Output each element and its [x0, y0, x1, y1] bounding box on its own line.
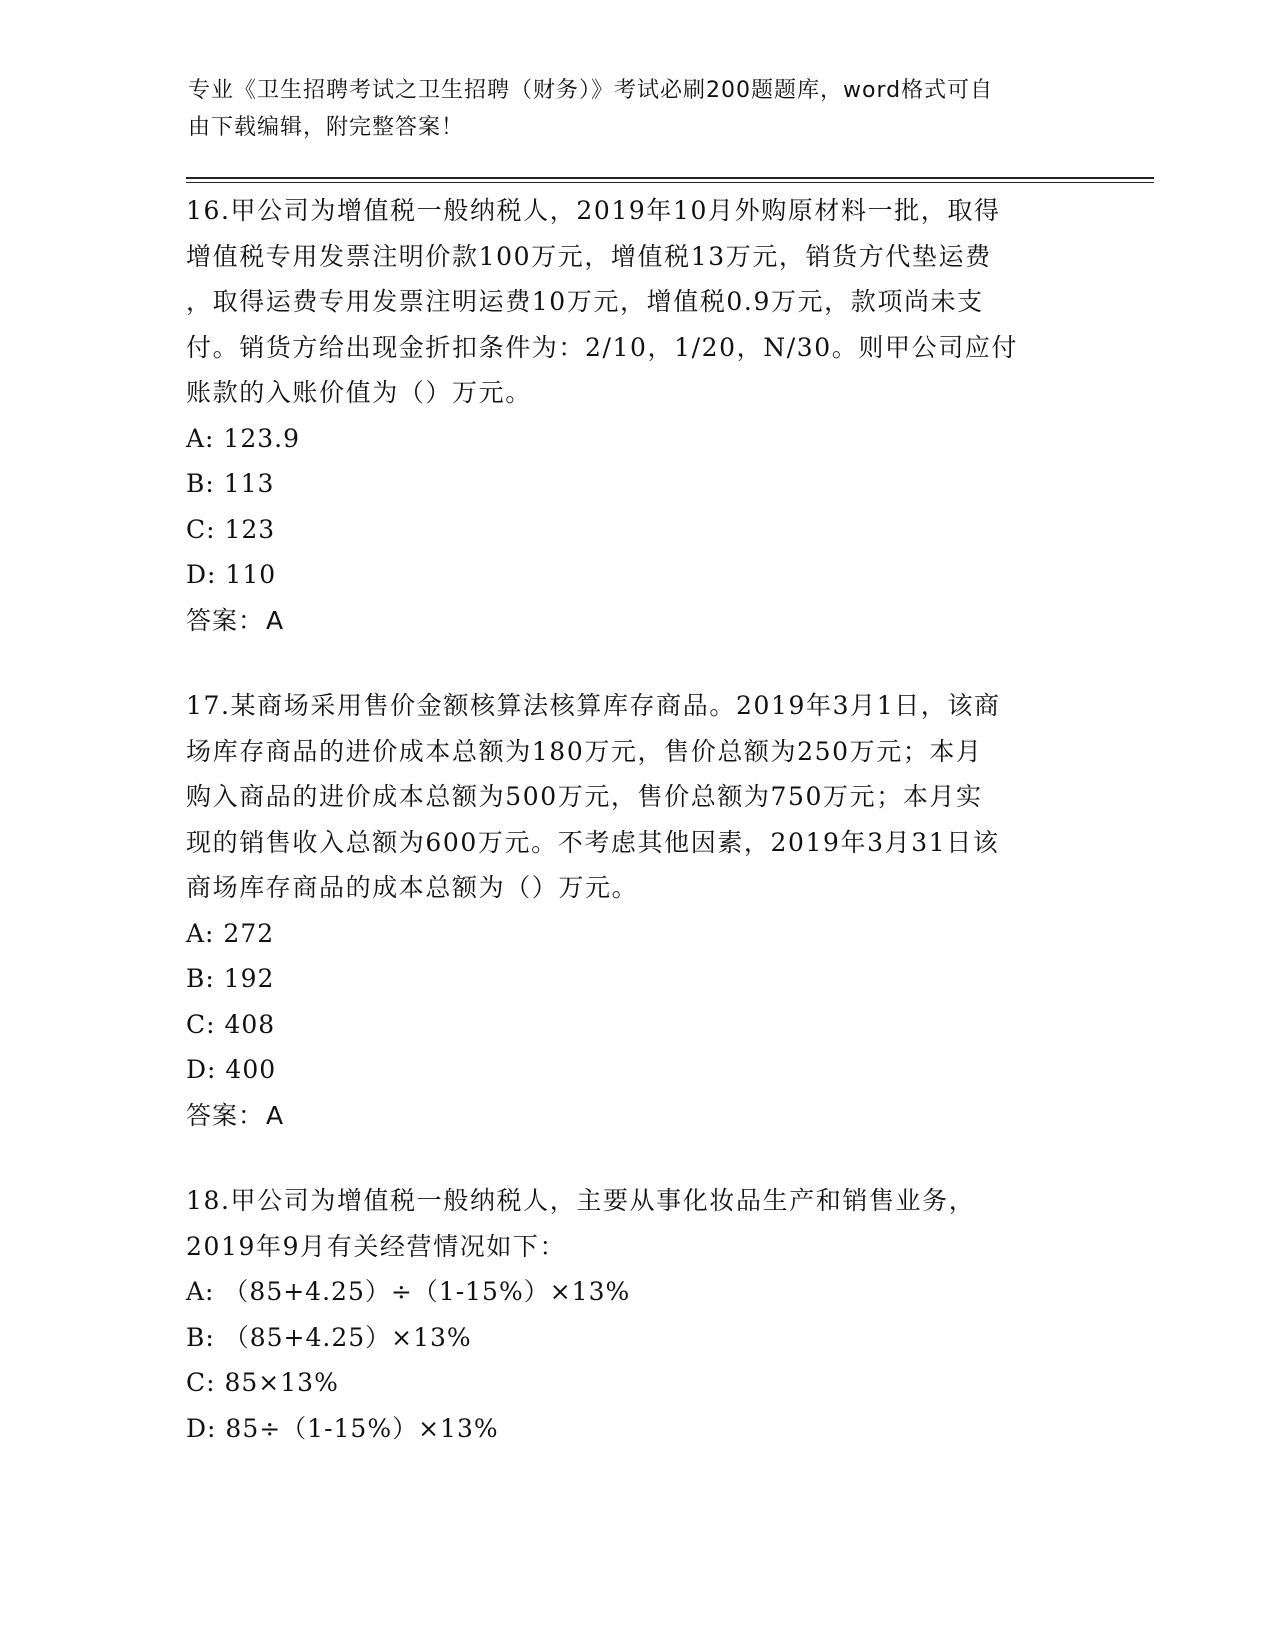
option-a: A: 123.9 — [186, 423, 300, 453]
header-line-1: 专业《卫生招聘考试之卫生招聘（财务）》考试必刷200题题库，word格式可自 — [188, 78, 994, 103]
stem-line: 16.甲公司为增值税一般纳税人，2019年10月外购原材料一批，取得 — [186, 196, 1001, 225]
option-c: C: 123 — [186, 514, 276, 544]
option-a: A: 272 — [186, 918, 275, 948]
answer-value: A — [266, 605, 285, 635]
stem-line: 增值税专用发票注明价款100万元，增值税13万元，销货方代垫运费 — [186, 241, 992, 271]
stem-line: 商场库存商品的成本总额为（）万元。 — [186, 873, 639, 902]
option-b: B: 192 — [186, 964, 275, 993]
question-stem — [186, 188, 1086, 416]
header-divider-thin — [186, 182, 1154, 183]
answer-line — [186, 1093, 1086, 1139]
question-18 — [186, 1178, 1086, 1451]
stem-line: 付。销货方给出现金折扣条件为：2/10，1/20，N/30。则甲公司应付 — [186, 332, 1018, 362]
question-17 — [186, 683, 1086, 1138]
stem-line: 2019年9月有关经营情况如下： — [186, 1231, 567, 1261]
header-divider-thick — [186, 177, 1154, 179]
page-header — [188, 72, 1068, 146]
option-c: C: 408 — [186, 1009, 276, 1039]
option-a: A: （85+4.25）÷（1-15%）×13% — [186, 1277, 631, 1306]
stem-line: 账款的入账价值为（）万元。 — [186, 378, 532, 407]
header-line-2: 由下载编辑，附完整答案！ — [188, 115, 465, 140]
stem-line: 购入商品的进价成本总额为500万元，售价总额为750万元；本月实 — [186, 782, 983, 811]
option-b: B: 113 — [186, 469, 275, 498]
question-stem — [186, 1178, 1086, 1269]
option-d: D: 110 — [186, 560, 277, 589]
stem-line: 17.某商场采用售价金额核算法核算库存商品。2019年3月1日，该商 — [186, 691, 1001, 720]
answer-line — [186, 598, 1086, 644]
stem-line: 现的销售收入总额为600万元。不考虑其他因素，2019年3月31日该 — [186, 827, 1000, 857]
stem-line: 18.甲公司为增值税一般纳税人，主要从事化妆品生产和销售业务， — [186, 1186, 976, 1215]
stem-line: 场库存商品的进价成本总额为180万元，售价总额为250万元；本月 — [186, 736, 983, 766]
answer-value: A — [266, 1100, 285, 1130]
answer-label: 答案： — [186, 1100, 265, 1130]
question-16 — [186, 188, 1086, 643]
stem-line: ，取得运费专用发票注明运费10万元，增值税0.9万元，款项尚未支 — [186, 287, 984, 316]
option-c: C: 85×13% — [186, 1368, 339, 1397]
answer-label: 答案： — [186, 605, 265, 635]
option-b: B: （85+4.25）×13% — [186, 1322, 472, 1352]
option-d: D: 85÷（1-15%）×13% — [186, 1413, 499, 1443]
question-stem — [186, 683, 1086, 911]
option-d: D: 400 — [186, 1055, 277, 1084]
